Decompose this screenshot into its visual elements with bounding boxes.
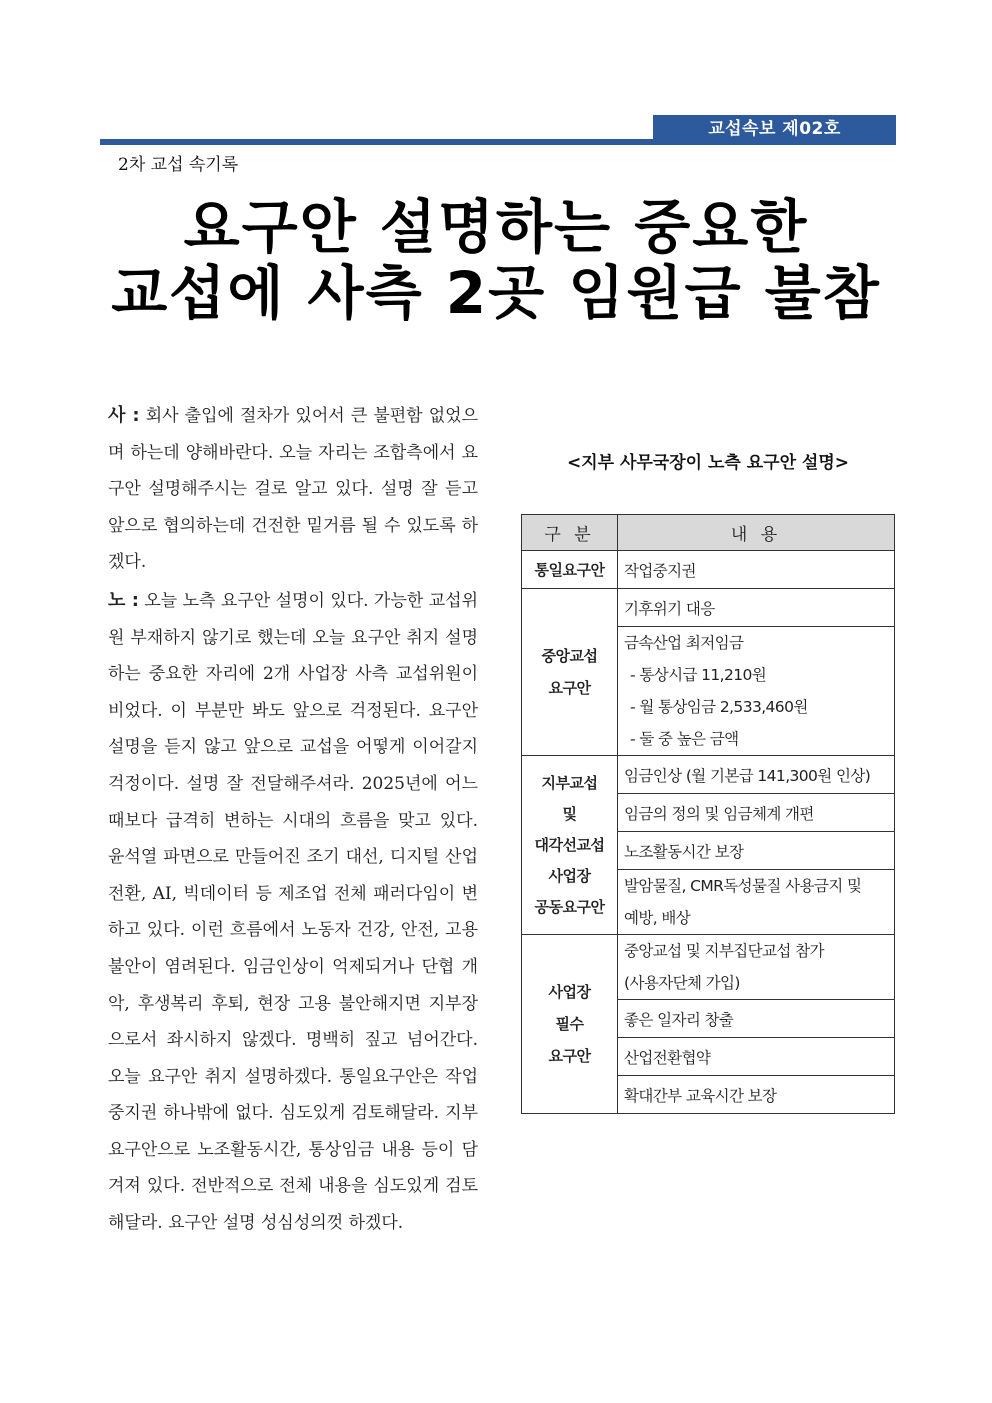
category-line: 요구안 — [548, 679, 591, 697]
cell-line: 예방, 배상 — [624, 909, 691, 927]
category-unified: 통일요구안 — [522, 551, 618, 589]
cell-line: - 통상시급 11,210원 — [630, 666, 767, 684]
paragraph-management — [108, 398, 478, 581]
subtitle: 2차 교섭 속기록 — [118, 155, 239, 175]
category-line: 공동요구안 — [534, 897, 605, 916]
cell-line: 중앙교섭 및 지부집단교섭 참가 — [624, 942, 824, 960]
category-line: 중앙교섭 — [541, 647, 598, 665]
table-cell: 노조활동시간 보장 — [618, 832, 895, 870]
table-cell: 확대간부 교육시간 보장 — [618, 1076, 895, 1114]
cell-line: (사용자단체 가입) — [624, 974, 740, 992]
category-line: 사업장 — [548, 983, 591, 1001]
table-row — [522, 935, 895, 1000]
category-line: 대각선교섭 — [534, 835, 605, 854]
table-caption: <지부 사무국장이 노측 요구안 설명> — [566, 453, 850, 473]
issue-badge: 교섭속보 제02호 — [653, 115, 896, 143]
article-body — [108, 398, 478, 1244]
column-header-content: 내 용 — [618, 515, 895, 551]
paragraph-text: 오늘 노측 요구안 설명이 있다. 가능한 교섭위원 부재하지 않기로 했는데 오늘 요구안 취지 설명하는 중요한 자리에 2개 사업장 사측 교섭위원이 비었다. 이 부분만 봐도 앞으로 걱정된다. 요구안 설명을 듣지 않고 앞으로 교섭을 어떻게 이어갈지 걱정이다. 설명 잘 전달해주셔라. 2025년에 어느 때보다 급격히 변하는 시대의 흐름을 맞고 있다. 윤석열 파면으로 만들어진 조기 대선, 디지털 산업전환, AI, 빅데이터 등 제조업 전체 패러다임이 변하고 있다. 이런 흐름에서 노동자 건강, 안전, 고용불안이 염려된다. 임금인상이 억제되거나 단협 개악, 후생복리 후퇴, 현장 고용 불안해지면 지부장으로서 좌시하지 않겠다. 명백히 짚고 넘어간다. 오늘 요구안 취지 설명하겠다. 통일요구안은 작업중지권 하나밖에 없다. 심도있게 검토해달라. 지부 요구안으로 노조활동시간, 통상임금 내용 등이 담겨져 있다. 전반적으로 전체 내용을 심도있게 검토해달라. 요구안 설명 성심성의껏 하겠다. — [108, 590, 479, 1234]
table-cell: 기후위기 대응 — [618, 589, 895, 627]
table-cell: 임금의 정의 및 임금체계 개편 — [618, 794, 895, 832]
table-cell — [618, 935, 895, 1000]
category-line: 요구안 — [548, 1047, 591, 1065]
demands-table — [521, 514, 895, 1114]
table-cell: 임금인상 (월 기본급 141,300원 인상) — [618, 756, 895, 794]
category-central — [522, 589, 618, 756]
category-branch — [522, 756, 618, 935]
category-line: 지부교섭 — [541, 773, 598, 792]
table-cell: 산업전환협약 — [618, 1038, 895, 1076]
paragraph-text: 회사 출입에 절차가 있어서 큰 불편함 없었으며 하는데 양해바란다. 오늘 자리는 조합측에서 요구안 설명해주시는 걸로 알고 있다. 설명 잘 듣고 앞으로 협의하는데 건전한 밑거름 될 수 있도록 하겠다. — [108, 406, 478, 573]
category-workplace — [522, 935, 618, 1114]
header-rule — [100, 139, 896, 145]
table-cell: 작업중지권 — [618, 551, 895, 589]
headline-line-2: 교섭에 사측 2곳 임원급 불참 — [111, 259, 881, 327]
speaker-label: 사 : — [108, 405, 140, 426]
speaker-label: 노 : — [108, 589, 139, 611]
category-line: 사업장 — [548, 866, 591, 885]
table-header-row — [522, 515, 895, 551]
table-cell: 좋은 일자리 창출 — [618, 1000, 895, 1038]
category-line: 및 — [562, 804, 577, 823]
column-header-category: 구 분 — [522, 515, 618, 551]
cell-line: 금속산업 최저임금 — [624, 634, 744, 652]
paragraph-union — [108, 583, 478, 1242]
cell-line: 발암물질, CMR독성물질 사용금지 및 — [624, 877, 862, 895]
cell-line: - 월 통상임금 2,533,460원 — [630, 698, 808, 716]
table-row — [522, 589, 895, 627]
cell-line: - 둘 중 높은 금액 — [630, 730, 739, 748]
headline-line-1: 요구안 설명하는 중요한 — [183, 193, 809, 261]
table-cell — [618, 627, 895, 756]
table-row — [522, 551, 895, 589]
category-line: 필수 — [555, 1015, 584, 1033]
table-cell — [618, 870, 895, 935]
table-row — [522, 756, 895, 794]
